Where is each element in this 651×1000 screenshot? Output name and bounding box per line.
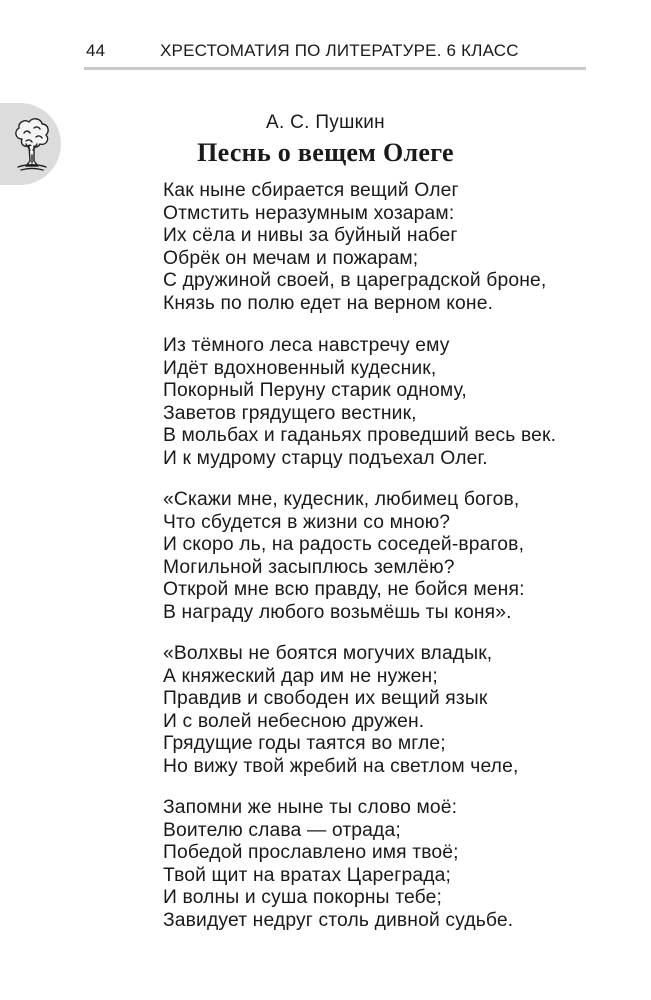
poem-line: Воителю слава — отрада; [163, 819, 401, 841]
stanza [163, 643, 518, 779]
poem-line: Что сбудется в жизни со мною? [163, 511, 451, 533]
poem-line: «Скажи мне, кудесник, любимец богов, [163, 489, 520, 510]
poem-title: Песнь о вещем Олеге [197, 138, 454, 167]
poem-line: Могильной засыплюсь землёю? [163, 556, 455, 578]
book-title: ХРЕСТОМАТИЯ ПО ЛИТЕРАТУРЕ. 6 КЛАСС [160, 41, 519, 60]
page-number: 44 [86, 41, 106, 60]
poem-line: Грядущие годы таятся во мгле; [163, 733, 446, 755]
poem-line: Их сёла и нивы за буйный набег [163, 225, 458, 247]
stanza [163, 797, 513, 933]
poem-line: Заветов грядущего вестник, [163, 402, 417, 424]
poem-author: А. С. Пушкин [266, 112, 385, 133]
poem-line: Обрёк он мечам и пожарам; [163, 247, 419, 269]
poem-line: Идёт вдохновенный кудесник, [163, 357, 437, 379]
poem-line: Победой прославлено имя твоё; [163, 842, 459, 864]
running-header [84, 41, 586, 70]
poem-line: Правдив и свободен их вещий язык [163, 688, 488, 710]
stanza [163, 180, 546, 316]
poem-line: И к мудрому старцу подъехал Олег. [163, 447, 488, 469]
poem-line: С дружиной своей, в цареградской броне, [163, 270, 547, 292]
poem-line: Покорный Перуну старик одному, [163, 380, 467, 402]
poem-line: В мольбах и гаданьях проведший весь век. [163, 425, 557, 447]
stanza [163, 489, 525, 625]
poem-line: Запомни же ныне ты слово моё: [163, 797, 458, 818]
poem-line: Как ныне сбирается вещий Олег [163, 180, 459, 201]
poem-line: Из тёмного леса навстречу ему [163, 335, 450, 356]
stanza [163, 335, 556, 471]
poem-line: Открой мне всю правду, не бойся меня: [163, 579, 525, 601]
poem-line: Твой щит на вратах Цареграда; [163, 864, 451, 886]
poem-line: И волны и суша покорны тебе; [163, 887, 442, 909]
poem-line: Но вижу твой жребий на светлом челе, [163, 755, 519, 777]
poem-line: А княжеский дар им не нужен; [163, 665, 438, 687]
poem-line: Князь по полю едет на верном коне. [163, 292, 494, 314]
poem-line: И с волей небесною дружен. [163, 710, 425, 732]
poem-line: «Волхвы не боятся могучих владык, [163, 643, 493, 664]
poem-line: Отмстить неразумным хозарам: [163, 202, 455, 224]
poem-line: Завидует недруг столь дивной судьбе. [163, 909, 514, 931]
poem-line: В награду любого возьмёшь ты коня». [163, 601, 512, 623]
poem-line: И скоро ль, на радость соседей-врагов, [163, 534, 525, 556]
